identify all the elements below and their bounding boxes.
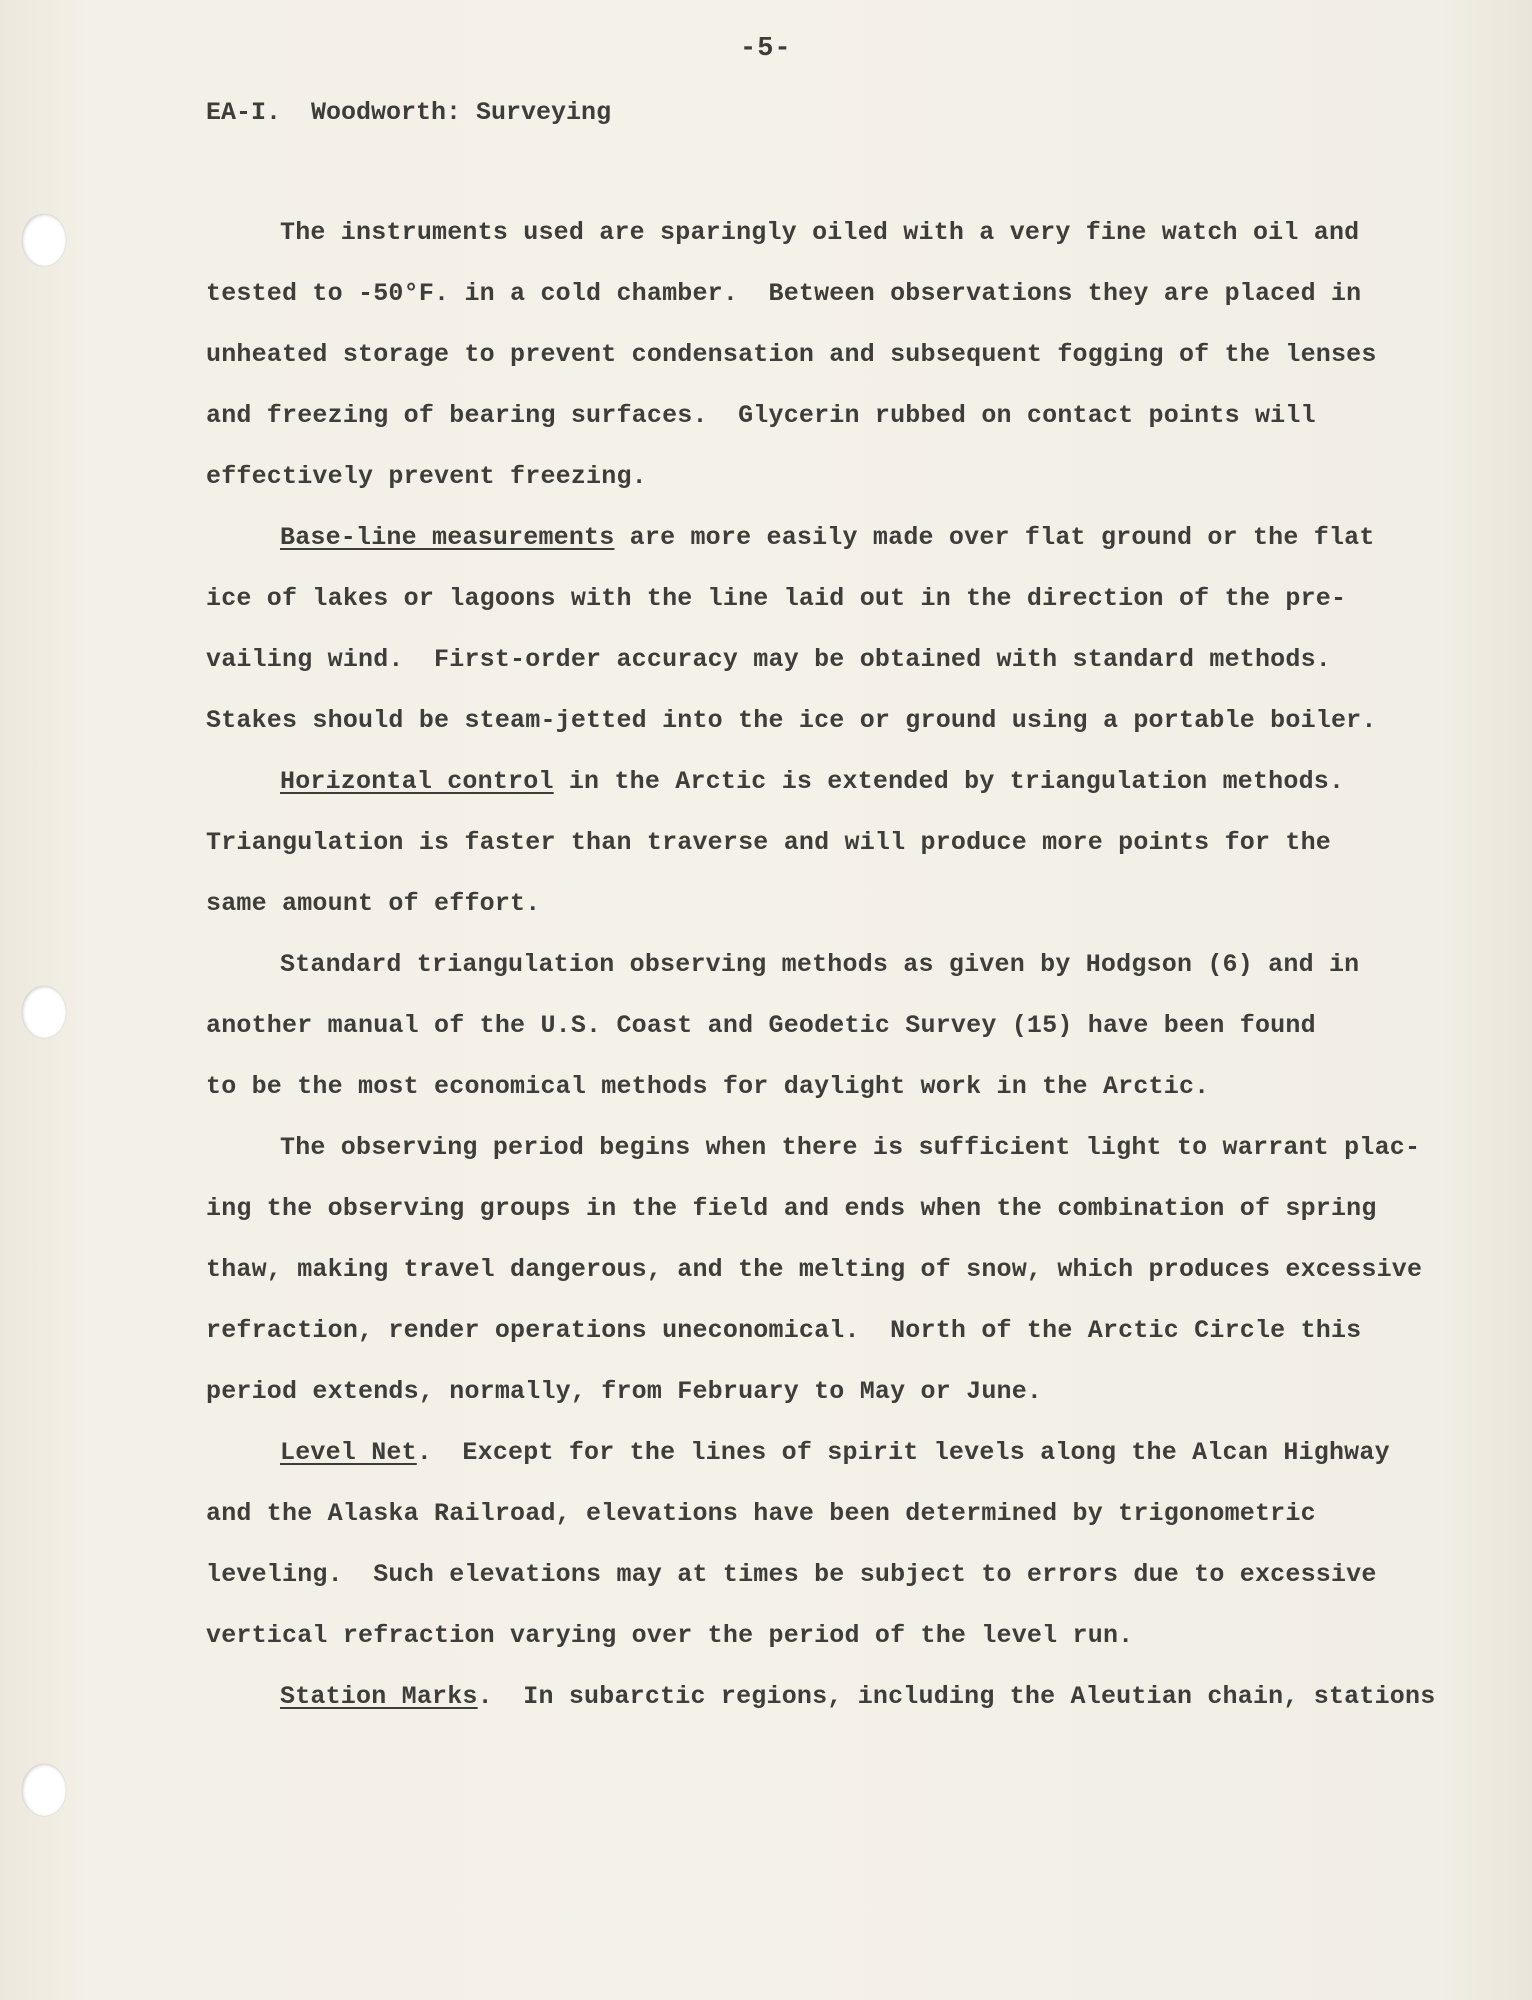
- text-run: unheated storage to prevent condensation and subsequent fogging of the lenses: [206, 340, 1377, 369]
- underlined-heading: Level Net: [280, 1438, 417, 1467]
- text-line: [280, 1133, 1420, 1162]
- text-run: same amount of effort.: [206, 889, 541, 918]
- text-run: refraction, render operations uneconomical. North of the Arctic Circle this: [206, 1316, 1362, 1345]
- text-line: [280, 1682, 1435, 1711]
- page-number: -5-: [740, 34, 792, 64]
- underlined-heading: Horizontal control: [280, 767, 554, 796]
- text-line: [206, 462, 647, 491]
- text-line: [206, 645, 1331, 674]
- text-run: and freezing of bearing surfaces. Glycerin rubbed on contact points will: [206, 401, 1316, 430]
- text-run: The instruments used are sparingly oiled with a very fine watch oil and: [280, 218, 1360, 247]
- text-run: ice of lakes or lagoons with the line laid out in the direction of the pre-: [206, 584, 1347, 613]
- punch-hole-middle: [22, 986, 66, 1038]
- text-line: [206, 401, 1316, 430]
- text-run: and the Alaska Railroad, elevations have been determined by trigonometric: [206, 1499, 1316, 1528]
- text-run: thaw, making travel dangerous, and the melting of snow, which produces excessive: [206, 1255, 1423, 1284]
- text-line: [206, 1072, 1209, 1101]
- text-run: ing the observing groups in the field and ends when the combination of spring: [206, 1194, 1377, 1223]
- text-line: [206, 1194, 1377, 1223]
- text-line: [206, 1255, 1422, 1284]
- punch-hole-bottom: [22, 1764, 66, 1816]
- text-run: vertical refraction varying over the period of the level run.: [206, 1621, 1134, 1650]
- text-line: [280, 950, 1359, 979]
- text-run: are more easily made over flat ground or the flat: [614, 523, 1375, 552]
- underlined-heading: Base-line measurements: [280, 523, 615, 552]
- text-run: leveling. Such elevations may at times be subject to errors due to excessive: [206, 1560, 1377, 1589]
- text-line: [206, 340, 1377, 369]
- text-line: [206, 828, 1331, 857]
- text-run: Triangulation is faster than traverse and will produce more points for the: [206, 828, 1331, 857]
- text-run: another manual of the U.S. Coast and Geodetic Survey (15) have been found: [206, 1011, 1316, 1040]
- underlined-heading: Station Marks: [280, 1682, 478, 1711]
- running-header: EA-I. Woodworth: Surveying: [206, 98, 612, 127]
- text-run: in the Arctic is extended by triangulation methods.: [553, 767, 1345, 796]
- text-line: [280, 523, 1375, 552]
- text-run: Standard triangulation observing methods as given by Hodgson (6) and in: [280, 950, 1360, 979]
- text-run: vailing wind. First-order accuracy may be obtained with standard methods.: [206, 645, 1331, 674]
- text-line: [206, 1560, 1377, 1589]
- text-line: [206, 1316, 1361, 1345]
- text-run: Stakes should be steam-jetted into the ice or ground using a portable boiler.: [206, 706, 1377, 735]
- text-run: to be the most economical methods for daylight work in the Arctic.: [206, 1072, 1210, 1101]
- text-run: . In subarctic regions, including the Aleutian chain, stations: [477, 1682, 1436, 1711]
- text-line: [206, 889, 540, 918]
- text-line: [280, 218, 1359, 247]
- punch-hole-top: [22, 214, 66, 266]
- text-line: [206, 584, 1346, 613]
- text-run: effectively prevent freezing.: [206, 462, 647, 491]
- text-line: [206, 1621, 1133, 1650]
- text-line: [206, 279, 1361, 308]
- text-run: tested to -50°F. in a cold chamber. Between observations they are placed in: [206, 279, 1362, 308]
- text-run: . Except for the lines of spirit levels along the Alcan Highway: [416, 1438, 1390, 1467]
- text-line: [206, 706, 1377, 735]
- text-line: [280, 1438, 1390, 1467]
- text-run: period extends, normally, from February to May or June.: [206, 1377, 1043, 1406]
- text-line: [280, 767, 1344, 796]
- text-run: The observing period begins when there is sufficient light to warrant plac-: [280, 1133, 1421, 1162]
- text-line: [206, 1377, 1042, 1406]
- text-line: [206, 1499, 1316, 1528]
- text-line: [206, 1011, 1316, 1040]
